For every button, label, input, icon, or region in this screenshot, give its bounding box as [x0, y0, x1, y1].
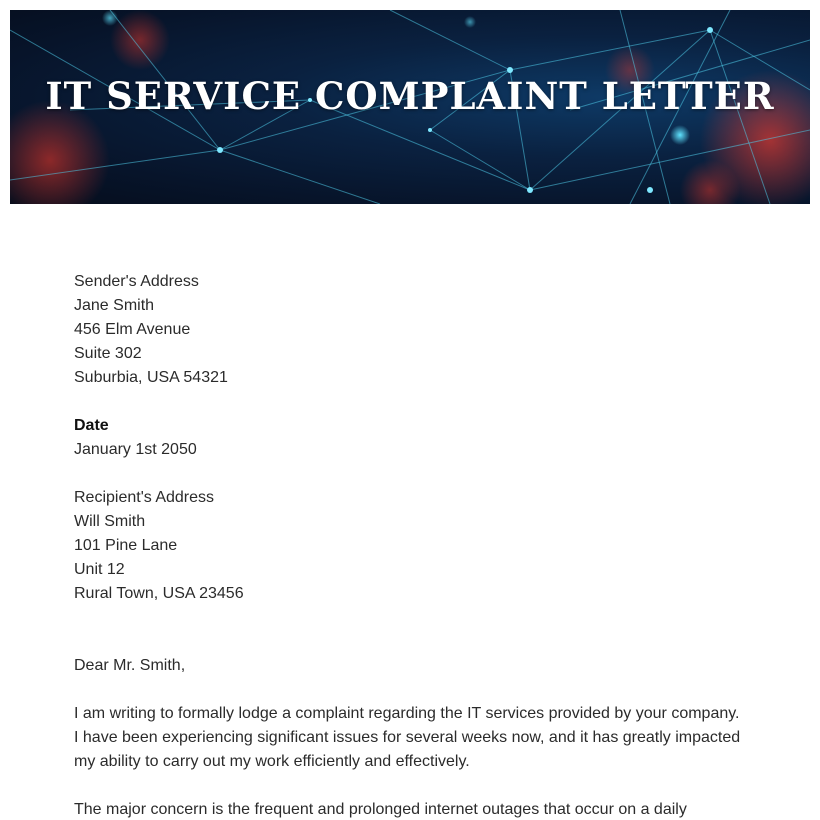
recipient-street: 101 Pine Lane: [74, 537, 178, 554]
header-banner: [10, 10, 810, 204]
recipient-city: Rural Town, USA 23456: [74, 585, 244, 602]
date-label: Date: [74, 417, 109, 434]
letter-body: [74, 270, 744, 820]
sender-street: 456 Elm Avenue: [74, 321, 191, 338]
document-title: IT SERVICE COMPLAINT LETTER: [45, 74, 775, 118]
sender-unit: Suite 302: [74, 345, 142, 362]
body-paragraph-2: The major concern is the frequent and prolonged internet outages that occur on a daily: [74, 801, 687, 818]
body-paragraph-1: I am writing to formally lodge a complaint regarding the IT services provided by your company. I have been experiencing significant issues for several weeks now, and it has greatly impacted my ability to carry out my work efficiently and effectively.: [74, 705, 741, 770]
sender-city: Suburbia, USA 54321: [74, 369, 228, 386]
date-block: [74, 414, 744, 462]
recipient-address-label: Recipient's Address: [74, 489, 215, 506]
sender-name: Jane Smith: [74, 297, 155, 314]
sender-address-label: Sender's Address: [74, 273, 199, 290]
recipient-name: Will Smith: [74, 513, 146, 530]
date-value: January 1st 2050: [74, 441, 197, 458]
sender-address-block: [74, 270, 744, 390]
recipient-address-block: [74, 486, 744, 606]
salutation: Dear Mr. Smith,: [74, 657, 186, 674]
recipient-unit: Unit 12: [74, 561, 125, 578]
